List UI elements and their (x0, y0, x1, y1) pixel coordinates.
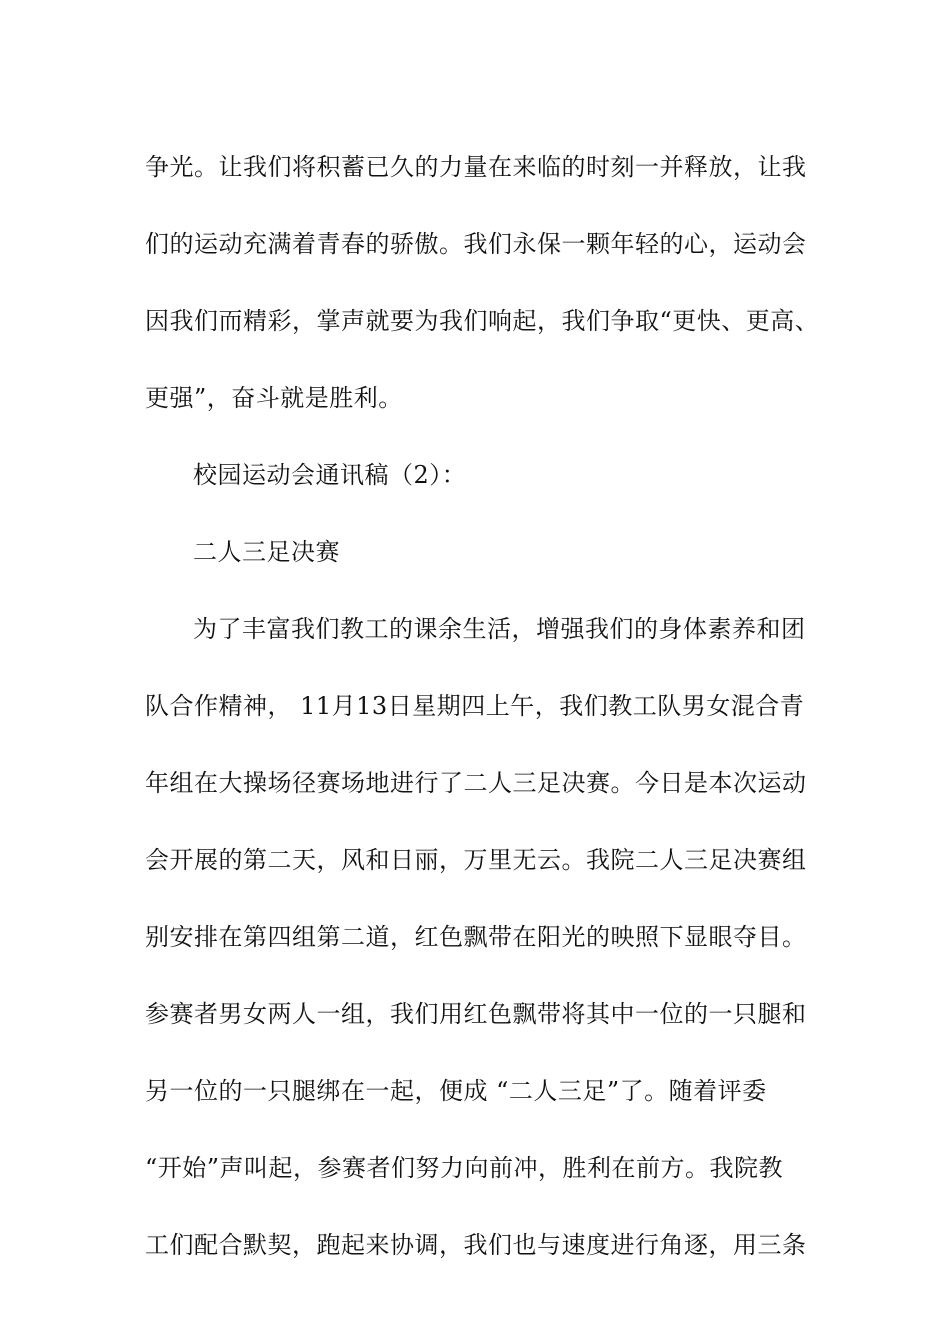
paragraph-line: 别安排在第四组第二道，红色飘带在阳光的映照下显眼夺目。 (145, 923, 807, 951)
section-heading: 校园运动会通讯稿（2）： (193, 461, 467, 489)
paragraph-line: 年组在大操场径赛场地进行了二人三足决赛。今日是本次运动 (145, 769, 807, 797)
body-text (145, 129, 835, 1284)
paragraph-line: 们的运动充满着青春的骄傲。我们永保一颗年轻的心，运动会 (145, 230, 807, 258)
paragraph-line: 会开展的第二天，风和日丽，万里无云。我院二人三足决赛组 (145, 846, 807, 874)
paragraph-line: 队合作精神， 11月13日星期四上午，我们教工队男女混合青 (145, 692, 805, 720)
paragraph-line: 因我们而精彩，掌声就要为我们响起，我们争取“更快、更高、 (145, 307, 820, 335)
paragraph-line: 争光。让我们将积蓄已久的力量在来临的时刻一并释放，让我 (145, 153, 807, 181)
paragraph-line: 另一位的一只腿绑在一起，便成 “二人三足”了。随着评委 (145, 1077, 767, 1105)
paragraph-line: “开始”声叫起，参赛者们努力向前冲，胜利在前方。我院教 (145, 1154, 784, 1182)
paragraph-line: 工们配合默契，跑起来协调，我们也与速度进行角逐，用三条 (145, 1231, 807, 1259)
paragraph-line: 为了丰富我们教工的课余生活，增强我们的身体素养和团 (193, 615, 806, 643)
article-title: 二人三足决赛 (193, 538, 340, 566)
paragraph-line: 更强”，奋斗就是胜利。 (145, 384, 403, 412)
paragraph-line: 参赛者男女两人一组，我们用红色飘带将其中一位的一只腿和 (145, 1000, 807, 1028)
